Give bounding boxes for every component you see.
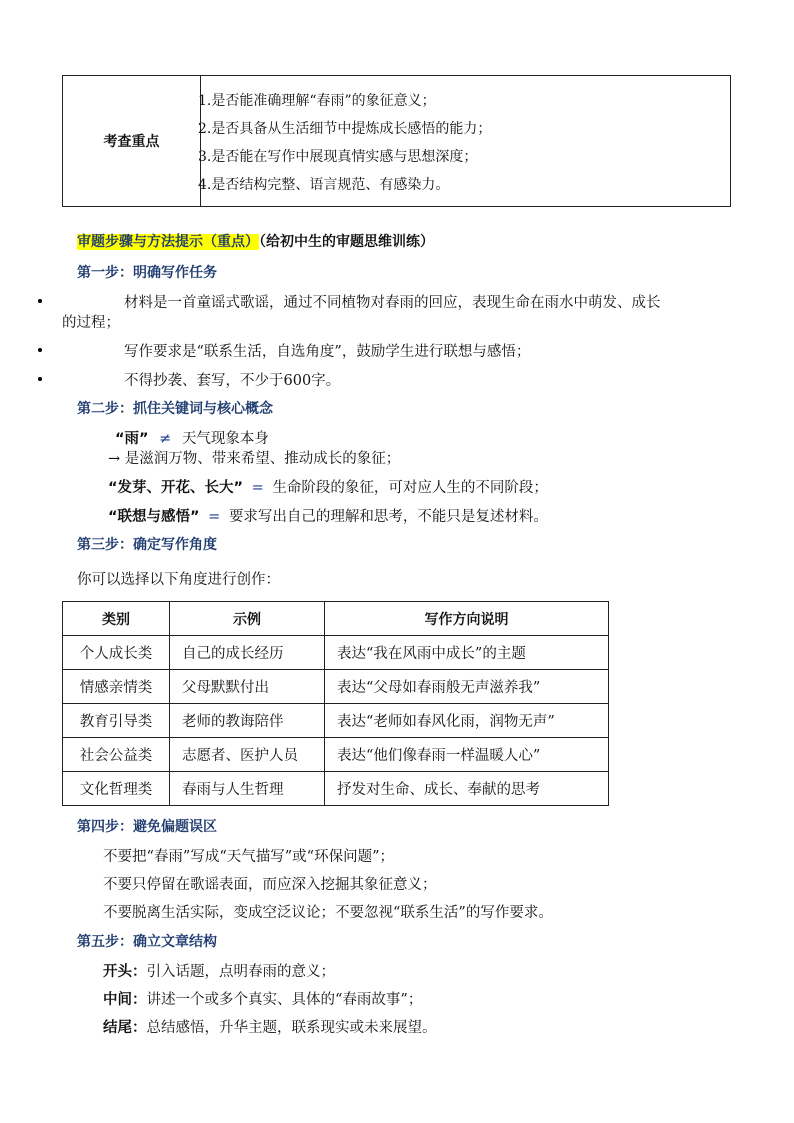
table-row: [63, 772, 609, 806]
key-points-label: 考查重点: [103, 134, 160, 150]
structure-text: 讲述一个或多个真实、具体的“春雨故事”；: [146, 992, 423, 1008]
rain-def: 天气现象本身: [181, 431, 269, 447]
table-row: [63, 738, 609, 772]
step3-intro: 你可以选择以下角度进行创作：: [77, 572, 280, 588]
grow-term: “发芽、开花、长大”: [108, 480, 244, 496]
step2-heading: 第二步：抓住关键词与核心概念: [77, 401, 273, 417]
table-row: [63, 670, 609, 704]
cell-category: 情感亲情类: [63, 670, 170, 704]
cell-category: 个人成长类: [63, 636, 170, 670]
step4-heading: 第四步：避免偏题误区: [77, 819, 217, 835]
step4-line-1: 不要把“春雨”写成“天气描写”或“环保问题”；: [103, 849, 394, 865]
bullet-dot: [38, 299, 42, 303]
cell-example: 志愿者、医护人员: [170, 738, 325, 772]
grow-line: [108, 476, 548, 497]
rain-term: “雨”: [115, 431, 149, 447]
col-header-example: 示例: [170, 602, 325, 636]
cell-example: 父母默默付出: [170, 670, 325, 704]
col-header-category: 类别: [63, 602, 170, 636]
angles-table: [62, 601, 609, 806]
cell-direction: 表达“老师如春风化雨，润物无声”: [325, 704, 609, 738]
criterion-2: 2.是否具备从生活细节中提炼成长感悟的能力；: [198, 121, 492, 137]
table-header-row: [63, 602, 609, 636]
cell-direction: 表达“他们像春雨一样温暖人心”: [325, 738, 609, 772]
criterion-3: 3.是否能在写作中展现真情实感与思想深度；: [198, 149, 478, 165]
section-title-highlight: 审题步骤与方法提示（重点）: [77, 234, 259, 250]
step5-heading: 第五步：确立文章结构: [77, 934, 217, 950]
cell-example: 春雨与人生哲理: [170, 772, 325, 806]
think-term: “联想与感悟”: [108, 509, 200, 525]
structure-label: 中间：: [103, 992, 147, 1008]
rain-symbol-line: [108, 447, 400, 468]
rain-line: [115, 427, 269, 448]
cell-example: 老师的教诲陪伴: [170, 704, 325, 738]
section-title: [77, 231, 434, 251]
structure-text: 总结感悟，升华主题，联系现实或未来展望。: [146, 1020, 437, 1036]
structure-label: 结尾：: [103, 1020, 147, 1036]
step4-line-3: 不要脱离生活实际，变成空泛议论；不要忽视“联系生活”的写作要求。: [103, 905, 553, 921]
step1-bullet-1-cont: 的过程；: [62, 315, 120, 331]
equal-symbol: =: [208, 509, 221, 525]
cell-category: 教育引导类: [63, 704, 170, 738]
bullet-dot: [38, 348, 42, 352]
step1-heading: 第一步：明确写作任务: [77, 265, 217, 281]
structure-text: 引入话题，点明春雨的意义；: [146, 964, 335, 980]
cell-category: 文化哲理类: [63, 772, 170, 806]
think-def: 要求写出自己的理解和思考，不能只是复述材料。: [228, 509, 548, 525]
criterion-4: 4.是否结构完整、语言规范、有感染力。: [198, 177, 450, 193]
col-header-direction: 写作方向说明: [325, 602, 609, 636]
think-line: [108, 505, 548, 526]
cell-direction: 抒发对生命、成长、奉献的思考: [325, 772, 609, 806]
table-row: [63, 636, 609, 670]
step3-heading: 第三步：确定写作角度: [77, 537, 217, 553]
table-row: [63, 704, 609, 738]
cell-category: 社会公益类: [63, 738, 170, 772]
not-equal-symbol: ≠: [159, 431, 172, 447]
structure-middle: [103, 988, 422, 1009]
bullet-dot: [38, 377, 42, 381]
step1-bullet-2: 写作要求是“联系生活，自选角度”，鼓励学生进行联想与感悟；: [124, 344, 531, 360]
step4-line-2: 不要只停留在歌谣表面，而应深入挖掘其象征意义；: [103, 877, 437, 893]
rain-symbol: 是滋润万物、带来希望、推动成长的象征；: [124, 451, 401, 467]
cell-direction: 表达“父母如春雨般无声滋养我”: [325, 670, 609, 704]
criterion-1: 1.是否能准确理解“春雨”的象征意义；: [198, 93, 436, 109]
structure-opening: [103, 960, 335, 981]
structure-label: 开头：: [103, 964, 147, 980]
equal-symbol: =: [251, 480, 264, 496]
step1-bullet-3: 不得抄袭、套写，不少于600字。: [124, 373, 341, 389]
arrow-icon: →: [108, 451, 121, 467]
structure-ending: [103, 1016, 437, 1037]
step1-bullet-1: 材料是一首童谣式歌谣，通过不同植物对春雨的回应，表现生命在雨水中萌发、成长: [124, 295, 661, 311]
cell-example: 自己的成长经历: [170, 636, 325, 670]
grow-def: 生命阶段的象征，可对应人生的不同阶段；: [272, 480, 548, 496]
section-title-rest: （给初中生的审题思维训练）: [259, 234, 434, 250]
cell-direction: 表达“我在风雨中成长”的主题: [325, 636, 609, 670]
